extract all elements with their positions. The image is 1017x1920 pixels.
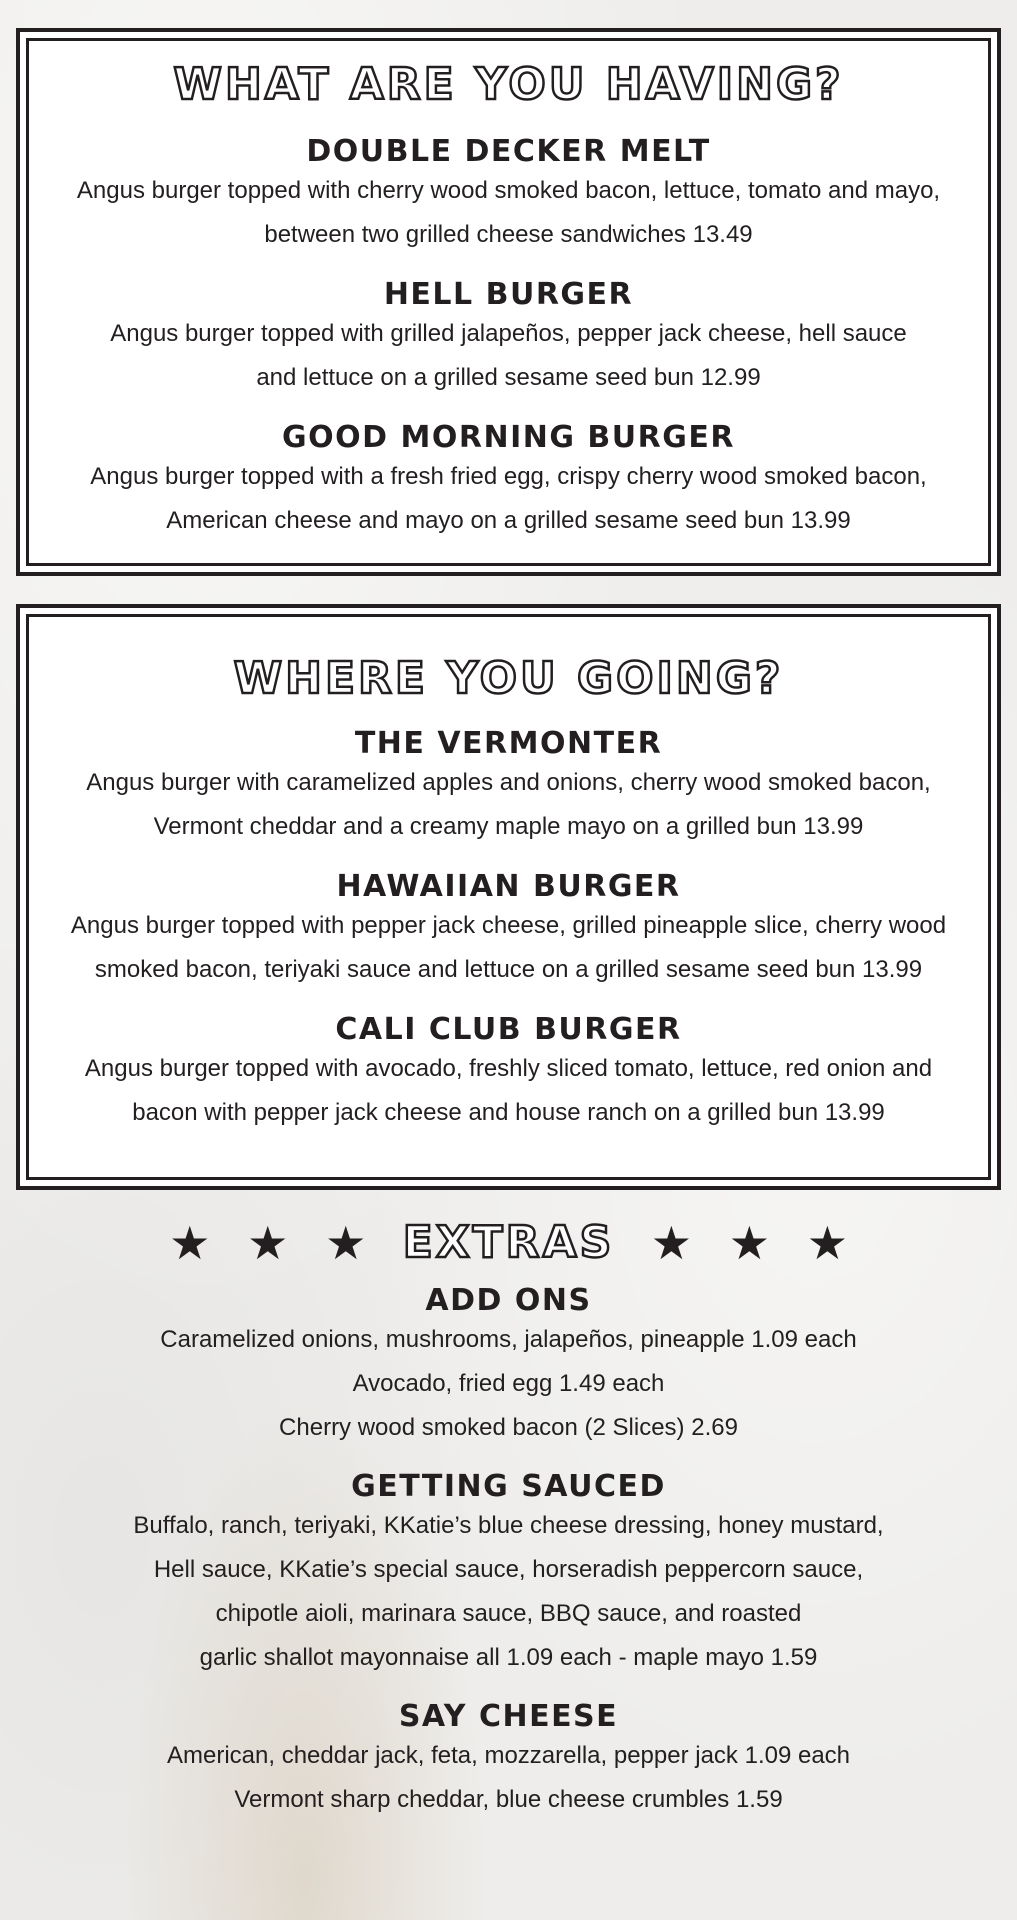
section-heading: WHAT ARE YOU HAVING?: [173, 59, 844, 110]
menu-section-where-you-going: [16, 604, 1001, 1190]
extras-title-row: [0, 1216, 1017, 1270]
menu-item-name: CALI CLUB BURGER: [335, 1012, 682, 1047]
extras-groups: [0, 1266, 1017, 1886]
star-icon: ★: [728, 1216, 770, 1270]
menu-item-description-line: Angus burger topped with a fresh fried egg, crispy cherry wood smoked bacon,: [90, 463, 927, 490]
extras-line: garlic shallot mayonnaise all 1.09 each - maple mayo 1.59: [199, 1644, 818, 1671]
extras-line: Hell sauce, KKatie’s special sauce, horseradish peppercorn sauce,: [153, 1556, 864, 1583]
menu-item-description-line: Angus burger topped with grilled jalapeños, pepper jack cheese, hell sauce: [110, 320, 907, 347]
menu-item-description-line: Angus burger topped with pepper jack cheese, grilled pineapple slice, cherry wood: [70, 912, 947, 939]
menu-item-description-line: between two grilled cheese sandwiches 13.49: [264, 221, 753, 248]
menu-item-description-line: Angus burger with caramelized apples and onions, cherry wood smoked bacon,: [86, 769, 931, 796]
extras-line: Buffalo, ranch, teriyaki, KKatie’s blue cheese dressing, honey mustard,: [133, 1512, 884, 1539]
star-icon: ★: [247, 1216, 289, 1270]
menu-item-description-line: bacon with pepper jack cheese and house ranch on a grilled bun 13.99: [132, 1099, 885, 1126]
menu-item-name: THE VERMONTER: [354, 726, 663, 761]
menu-item-description-line: smoked bacon, teriyaki sauce and lettuce on a grilled sesame seed bun 13.99: [94, 956, 923, 983]
menu-section-inner: [26, 614, 991, 1180]
menu-item-description-line: Angus burger topped with avocado, freshly sliced tomato, lettuce, red onion and: [84, 1055, 933, 1082]
menu-item-name: HAWAIIAN BURGER: [336, 869, 681, 904]
extras-line: Caramelized onions, mushrooms, jalapeños, pineapple 1.09 each: [160, 1326, 857, 1353]
extras-group-name: GETTING SAUCED: [351, 1469, 666, 1504]
star-icon: ★: [169, 1216, 211, 1270]
extras-line: chipotle aioli, marinara sauce, BBQ sauce, and roasted: [215, 1600, 802, 1627]
star-icon: ★: [806, 1216, 848, 1270]
menu-section-inner: [26, 38, 991, 566]
menu-item-description-line: Angus burger topped with cherry wood smoked bacon, lettuce, tomato and mayo,: [76, 177, 941, 204]
menu-item-name: DOUBLE DECKER MELT: [306, 134, 711, 169]
menu-item-description-line: and lettuce on a grilled sesame seed bun 12.99: [256, 364, 761, 391]
extras-line: Cherry wood smoked bacon (2 Slices) 2.69: [279, 1414, 738, 1441]
extras-line: American, cheddar jack, feta, mozzarella, pepper jack 1.09 each: [166, 1742, 851, 1769]
menu-item-description-line: American cheese and mayo on a grilled sesame seed bun 13.99: [166, 507, 851, 534]
menu-section-what-are-you-having: [16, 28, 1001, 576]
section-heading: WHERE YOU GOING?: [233, 653, 784, 704]
star-icon: ★: [325, 1216, 367, 1270]
star-icon: ★: [650, 1216, 692, 1270]
extras-group-name: ADD ONS: [425, 1283, 592, 1318]
menu-item-description-line: Vermont cheddar and a creamy maple mayo on a grilled bun 13.99: [153, 813, 864, 840]
menu-item-name: HELL BURGER: [383, 277, 634, 312]
extras-heading: EXTRAS: [402, 1217, 615, 1268]
menu-item-name: GOOD MORNING BURGER: [282, 420, 735, 455]
extras-line: Vermont sharp cheddar, blue cheese crumbles 1.59: [234, 1786, 783, 1813]
extras-line: Avocado, fried egg 1.49 each: [352, 1370, 665, 1397]
extras-section: [0, 1216, 1017, 1886]
extras-group-name: SAY CHEESE: [398, 1699, 619, 1734]
